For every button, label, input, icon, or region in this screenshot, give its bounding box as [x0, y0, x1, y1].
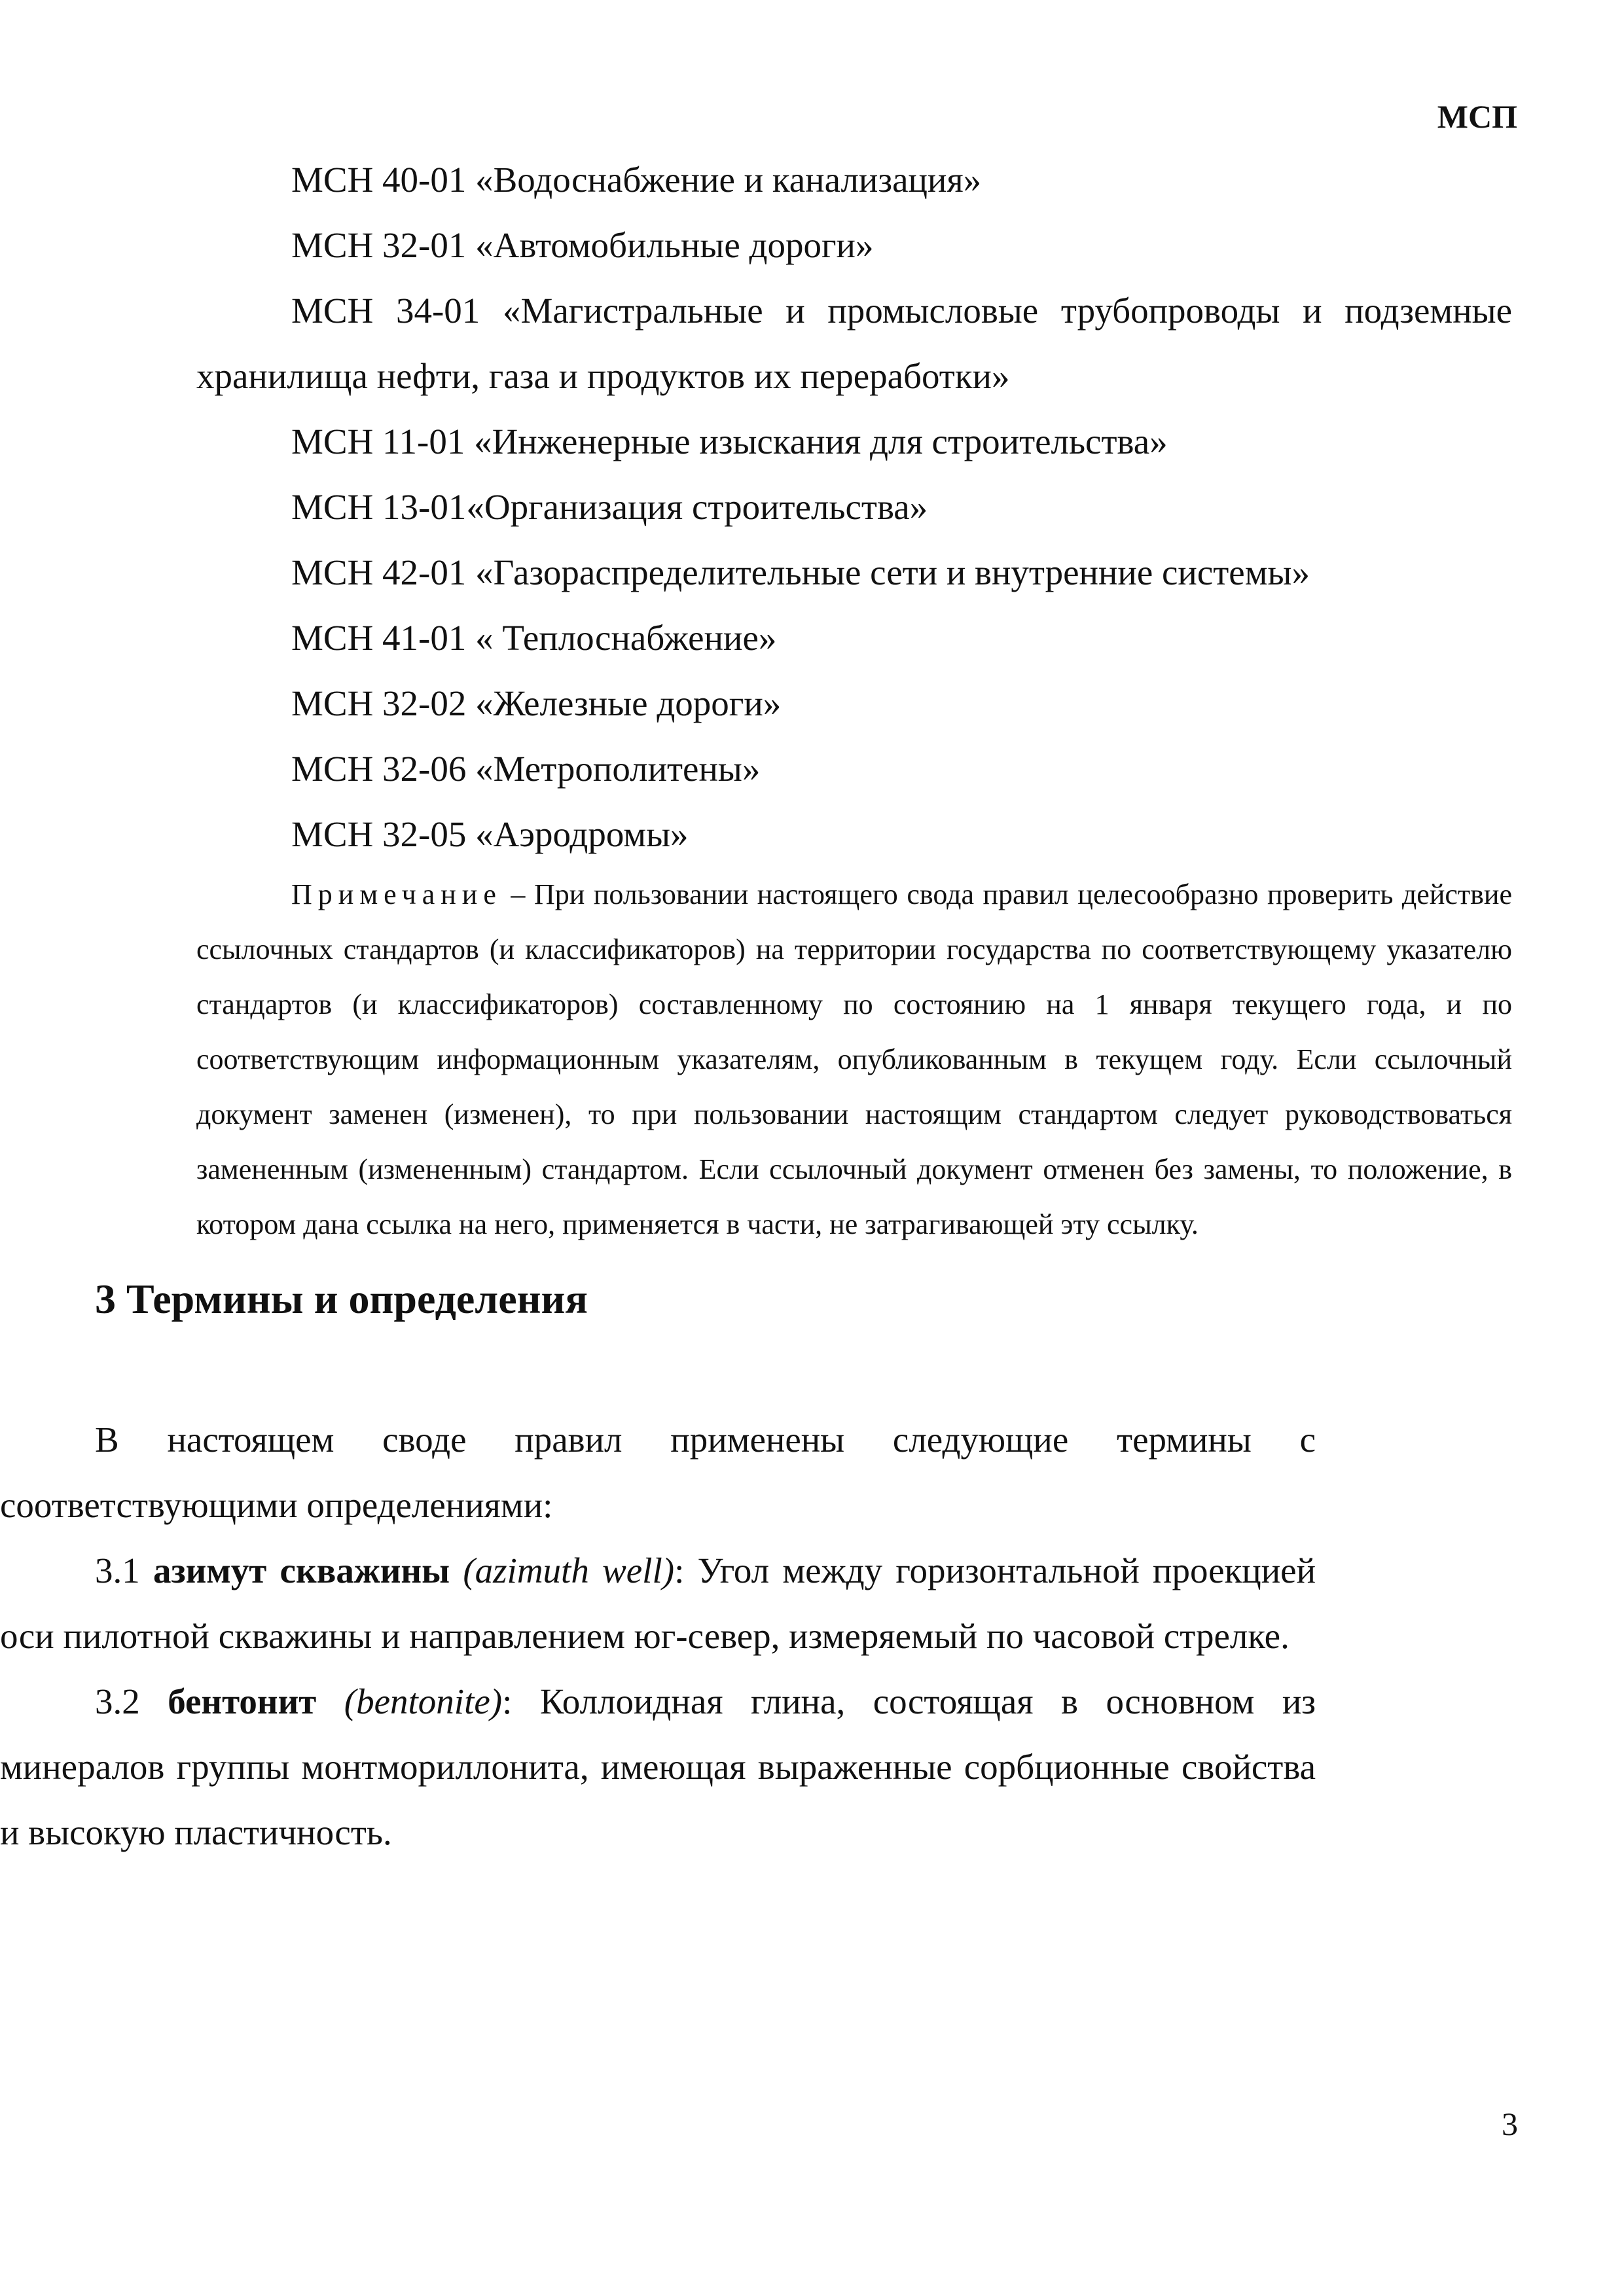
- reference-item: МСН 32-05 «Аэродромы»: [291, 814, 689, 854]
- term-text: : Угол между горизонтальной проекцией оси пилотной скважины и направлением юг-север, измеряемый по часовой стрелке.: [0, 1551, 1316, 1656]
- reference-item: МСН 32-01 «Автомобильные дороги»: [291, 225, 874, 265]
- term-definition: [0, 1669, 1316, 1865]
- section-body: [0, 1407, 1316, 1865]
- reference-item: МСН 13-01«Организация строительства»: [291, 487, 928, 527]
- reference-item: МСН 32-06 «Метрополитены»: [291, 749, 761, 789]
- reference-item: МСН 41-01 « Теплоснабжение»: [291, 618, 777, 658]
- reference-item: МСН 42-01 «Газораспределительные сети и внутренние системы»: [291, 552, 1310, 592]
- page-number: 3: [1502, 2106, 1518, 2142]
- note-text: – При пользовании настоящего свода правил целесообразно проверить действие ссылочных стандартов (и классификаторов) на территории государства по соответствующему указателю стандартов (и классификаторов) составленному по состоянию на 1 января текущего года, и по соответствующим информационным указателям, опубликованным в текущем году. Если ссылочный документ заменен (изменен), то при пользовании настоящим стандартом следует руководствоваться замененным (измененным) стандартом. Если ссылочный документ отменен без замены, то положение, в котором дана ссылка на него, применяется в части, не затрагивающей эту ссылку.: [196, 878, 1512, 1240]
- term-english: (azimuth well): [463, 1551, 675, 1590]
- note-paragraph: [196, 867, 1512, 1252]
- term-name: бентонит: [168, 1681, 317, 1721]
- references-list: [196, 147, 1512, 1252]
- note-label: Примечание: [291, 878, 502, 910]
- document-code: МСП: [1437, 98, 1517, 135]
- term-name: азимут скважины: [153, 1551, 450, 1590]
- term-number: 3.2: [95, 1681, 168, 1721]
- section-intro: В настоящем своде правил применены следующие термины с соответствующими определениями:: [0, 1420, 1316, 1525]
- reference-item: МСН 34-01 «Магистральные и промысловые трубопроводы и подземные хранилища нефти, газа и продуктов их переработки»: [196, 291, 1512, 396]
- reference-item: МСН 32-02 «Железные дороги»: [291, 683, 782, 723]
- term-number: 3.1: [95, 1551, 154, 1590]
- term-text: : Коллоидная глина, состоящая в основном из минералов группы монтмориллонита, имеющая выраженные сорбционные свойства и высокую пластичность.: [0, 1681, 1316, 1852]
- term-english: (bentonite): [344, 1681, 503, 1721]
- term-definition: [0, 1538, 1316, 1669]
- reference-item: МСН 40-01 «Водоснабжение и канализация»: [291, 160, 982, 200]
- section-title: 3 Термины и определения: [95, 1276, 588, 1322]
- reference-item: МСН 11-01 «Инженерные изыскания для строительства»: [291, 422, 1168, 461]
